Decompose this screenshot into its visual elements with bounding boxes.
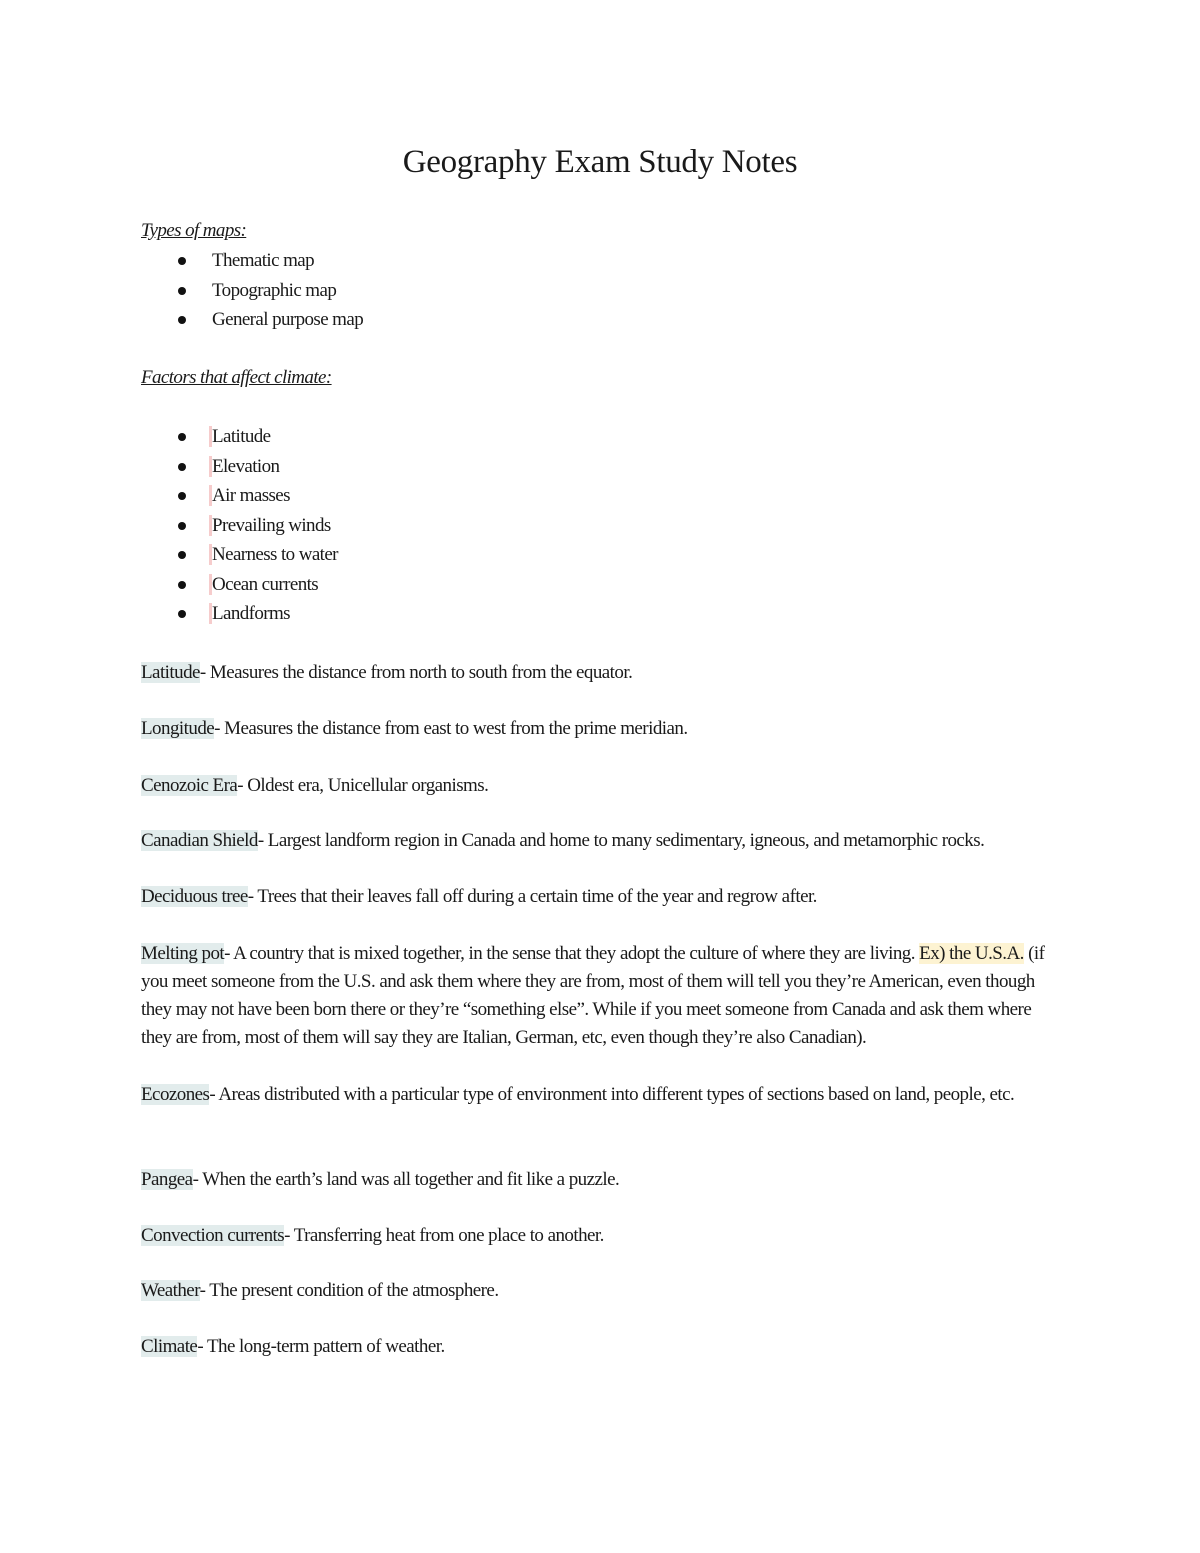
list-item — [141, 305, 363, 335]
definition-text: - Transferring heat from one place to another. — [284, 1225, 604, 1246]
list-item-text: Latitude — [209, 426, 271, 447]
definition-text: - Measures the distance from north to south from the equator. — [199, 662, 633, 683]
bullet-icon — [178, 257, 186, 265]
definition-ecozones — [141, 1081, 1061, 1109]
list-item — [141, 570, 338, 600]
definition-text: - Areas distributed with a particular type of environment into different types of sections based on land, people, etc. — [209, 1084, 1015, 1105]
definition-term: Longitude — [141, 718, 215, 739]
bullet-icon — [178, 316, 186, 324]
list-item — [141, 452, 338, 482]
definition-term: Convection currents — [141, 1225, 285, 1246]
list-item — [141, 511, 338, 541]
definition-term: Canadian Shield — [141, 830, 258, 851]
definition-text: - Trees that their leaves fall off during a certain time of the year and regrow after. — [247, 886, 817, 907]
example-highlight: Ex) the U.S.A. — [919, 943, 1024, 964]
climate-heading: Factors that affect climate: — [141, 367, 332, 388]
bullet-icon — [178, 433, 186, 441]
bullet-icon — [178, 463, 186, 471]
definition-term: Weather — [141, 1280, 200, 1301]
list-item-text: Thematic map — [212, 250, 315, 271]
list-item — [141, 540, 338, 570]
list-item-text: Topographic map — [212, 279, 337, 301]
bullet-icon — [178, 287, 186, 295]
list-item — [141, 246, 363, 276]
definition-climate — [141, 1333, 1061, 1361]
definition-term: Melting pot — [141, 943, 225, 964]
bullet-icon — [178, 522, 186, 530]
list-item-text: Elevation — [209, 456, 279, 477]
definition-weather — [141, 1277, 1061, 1305]
definition-text: - Oldest era, Unicellular organisms. — [237, 775, 489, 796]
bullet-icon — [178, 581, 186, 589]
definition-text: - The present condition of the atmosphere. — [199, 1280, 499, 1301]
bullet-icon — [178, 492, 186, 500]
maps-list — [141, 246, 363, 335]
definition-pangea — [141, 1166, 1061, 1194]
definition-term: Climate — [141, 1336, 198, 1357]
definition-text: - The long-term pattern of weather. — [197, 1336, 445, 1357]
definition-canadian-shield — [141, 827, 1061, 855]
definition-cenozoic-era — [141, 772, 1061, 800]
definition-term: Ecozones — [141, 1084, 210, 1105]
definition-term: Deciduous tree — [141, 886, 248, 907]
definition-term: Latitude — [141, 662, 200, 683]
list-item-text: Nearness to water — [209, 544, 338, 565]
list-item-text: Air masses — [209, 485, 290, 506]
definition-text: - Largest landform region in Canada and home to many sedimentary, igneous, and metamorphic rocks. — [257, 830, 985, 851]
definition-text-continued: (if you meet someone from the U.S. and ask them where they are from, most of them will tell you they’re American, even though they may not have been born there or they’re “something else”. While if you meet someone from Canada and ask them where they are from, most of them will say they are Italian, German, etc, even though they’re also Canadian). — [141, 943, 1045, 1048]
list-item — [141, 276, 363, 306]
definition-term: Pangea — [141, 1169, 193, 1190]
definition-text: - Measures the distance from east to west from the prime meridian. — [214, 718, 688, 739]
list-item — [141, 422, 338, 452]
definition-melting-pot — [141, 940, 1061, 1052]
list-item — [141, 481, 338, 511]
page-title: Geography Exam Study Notes — [402, 144, 798, 180]
definition-latitude — [141, 659, 1061, 687]
list-item-text: Prevailing winds — [209, 515, 331, 536]
definition-text: - A country that is mixed together, in the sense that they adopt the culture of where they are living. — [224, 943, 920, 964]
list-item-text: Landforms — [209, 603, 290, 624]
definition-deciduous-tree — [141, 883, 1061, 911]
list-item — [141, 599, 338, 629]
climate-list — [141, 422, 338, 629]
list-item-text: Ocean currents — [209, 574, 318, 595]
bullet-icon — [178, 610, 186, 618]
list-item-text: General purpose map — [212, 309, 364, 330]
definition-longitude — [141, 715, 1061, 743]
definition-term: Cenozoic Era — [141, 775, 238, 796]
maps-heading: Types of maps: — [141, 220, 247, 241]
bullet-icon — [178, 551, 186, 559]
definition-convection-currents — [141, 1222, 1061, 1250]
definition-text: - When the earth’s land was all together and fit like a puzzle. — [192, 1169, 620, 1190]
